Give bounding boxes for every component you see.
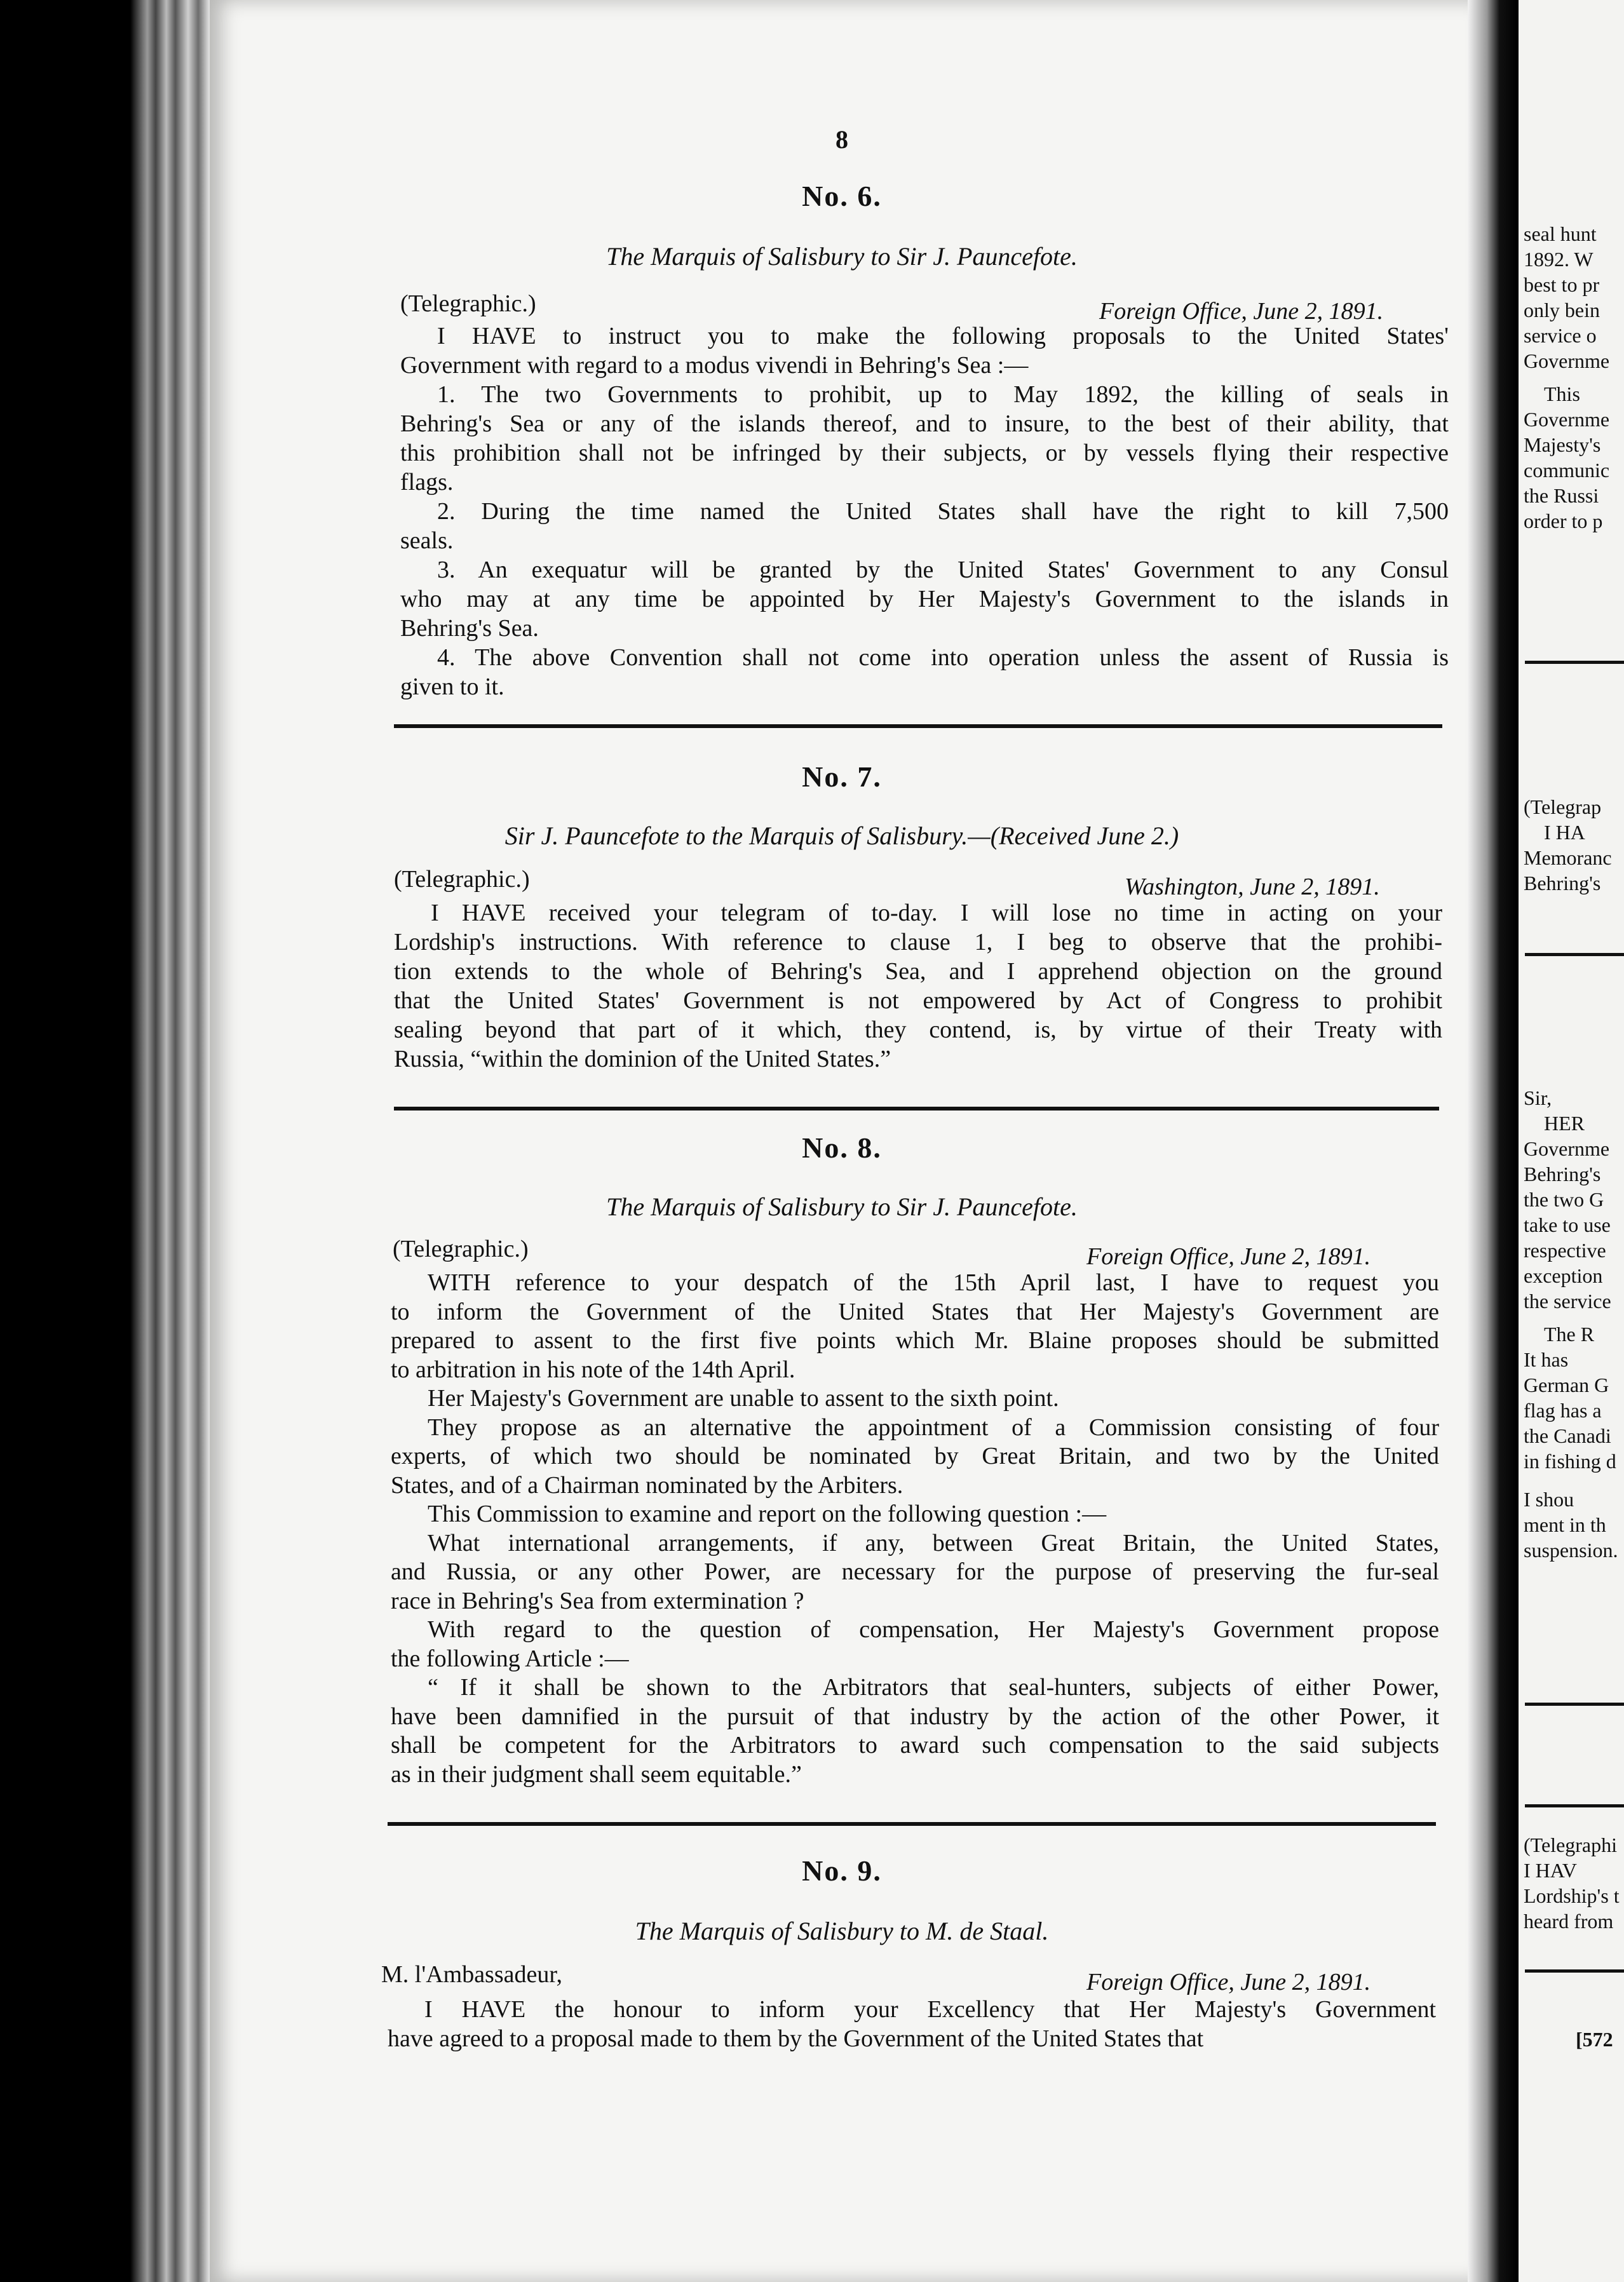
doc-heading-9: The Marquis of Salisbury to M. de Staal. (635, 1917, 1049, 1945)
doc6-line: this prohibition shall not be infringed by their subjects, or by vessels flying their respective (400, 440, 1449, 466)
doc6-line: 2. During the time named the United States shall have the right to kill 7,500 (437, 498, 1449, 525)
adjacent-page-text: exception (1524, 1264, 1603, 1287)
adjacent-page-text: only bein (1524, 299, 1600, 321)
telegraphic-label-6: (Telegraphic.) (400, 290, 536, 317)
adjacent-page-text: Governme (1524, 1137, 1610, 1160)
adjacent-page-divider (1525, 1969, 1624, 1973)
adjacent-page-fragment (1519, 0, 1624, 2282)
doc8-line: With regard to the question of compensation, Her Majesty's Government propose (428, 1616, 1439, 1643)
adjacent-page-text: 1892. W (1524, 248, 1594, 271)
doc7-line: Russia, “within the dominion of the United States.” (394, 1046, 891, 1072)
doc-number-6: No. 6. (802, 180, 882, 212)
doc6-line: I HAVE to instruct you to make the following proposals to the United States' (437, 323, 1449, 349)
adjacent-page-text: service o (1524, 324, 1597, 347)
adjacent-page-text: The R (1544, 1323, 1595, 1346)
doc6-line: Behring's Sea. (400, 615, 539, 642)
adjacent-page-text: Lordship's t (1524, 1884, 1620, 1907)
doc6-line: 4. The above Convention shall not come into operation unless the assent of Russia is (437, 644, 1449, 671)
doc8-line: States, and of a Chairman nominated by the Arbiters. (391, 1471, 903, 1499)
doc8-line: This Commission to examine and report on the following question :— (428, 1501, 1107, 1527)
adjacent-page-divider (1525, 1703, 1624, 1706)
doc8-line: “ If it shall be shown to the Arbitrators that seal-hunters, subjects of either Power, (428, 1674, 1439, 1701)
adjacent-page-text: HER (1544, 1112, 1585, 1135)
doc-heading-8: The Marquis of Salisbury to Sir J. Pauncefote. (606, 1192, 1078, 1221)
adjacent-page-text: the Russi (1524, 484, 1599, 507)
adjacent-page-text: It has (1524, 1348, 1569, 1371)
doc6-line: 3. An exequatur will be granted by the United States' Government to any Consul (437, 557, 1449, 583)
adjacent-page-text: best to pr (1524, 273, 1600, 296)
adjacent-page-text: in fishing d (1524, 1450, 1616, 1473)
adjacent-page-text: German G (1524, 1374, 1609, 1396)
adjacent-page-text: Majesty's (1524, 433, 1601, 456)
adjacent-page-text: seal hunt (1524, 222, 1597, 245)
doc8-line: as in their judgment shall seem equitable.” (391, 1760, 802, 1788)
adjacent-page-text: take to use (1524, 1213, 1611, 1236)
document-page (210, 0, 1474, 2282)
doc8-line: to arbitration in his note of the 14th April. (391, 1356, 795, 1383)
adjacent-page-text: [572 (1576, 2028, 1613, 2051)
dateline-6: Foreign Office, June 2, 1891. (1099, 298, 1384, 325)
doc8-line: They propose as an alternative the appointment of a Commission consisting of four (428, 1414, 1439, 1441)
doc-number-9: No. 9. (802, 1854, 882, 1887)
page-number: 8 (836, 125, 848, 154)
adjacent-page-divider (1525, 1804, 1624, 1807)
doc8-line: prepared to assent to the first five points which Mr. Blaine proposes should be submitted (391, 1327, 1439, 1354)
salutation-9: M. l'Ambassadeur, (381, 1961, 562, 1988)
adjacent-page-text: flag has a (1524, 1399, 1602, 1422)
doc8-line: experts, of which two should be nominated by Great Britain, and two by the United (391, 1443, 1439, 1469)
page-gutter (1468, 0, 1519, 2282)
doc6-line: Behring's Sea or any of the islands thereof, and to insure, to the best of their ability, that (400, 410, 1449, 437)
adjacent-page-text: heard from (1524, 1910, 1614, 1933)
doc-number-8: No. 8. (802, 1131, 882, 1164)
adjacent-page-text: Governme (1524, 349, 1610, 372)
doc7-line: tion extends to the whole of Behring's Sea, and I apprehend objection on the ground (394, 958, 1442, 985)
doc7-line: Lordship's instructions. With reference to clause 1, I beg to observe that the prohibi- (394, 929, 1442, 955)
doc9-line: have agreed to a proposal made to them by the Government of the United States that (388, 2025, 1204, 2052)
adjacent-page-text: respective (1524, 1239, 1606, 1262)
adjacent-page-divider (1525, 661, 1624, 664)
adjacent-page-text: Governme (1524, 408, 1610, 431)
adjacent-page-text: order to p (1524, 510, 1603, 532)
adjacent-page-text: the Canadi (1524, 1424, 1611, 1447)
book-spine (0, 0, 210, 2282)
divider-7 (394, 1107, 1439, 1111)
doc8-line: What international arrangements, if any, between Great Britain, the United States, (428, 1529, 1439, 1556)
adjacent-page-text: Sir, (1524, 1086, 1552, 1109)
doc-number-7: No. 7. (802, 760, 882, 793)
doc8-line: the following Article :— (391, 1645, 629, 1672)
adjacent-page-text: I HA (1544, 821, 1585, 844)
doc9-line: I HAVE the honour to inform your Excellency that Her Majesty's Government (424, 1996, 1436, 2023)
divider-8 (388, 1822, 1436, 1826)
doc6-line: flags. (400, 469, 454, 496)
adjacent-page-text: I HAV (1524, 1859, 1577, 1882)
doc-heading-6: The Marquis of Salisbury to Sir J. Pauncefote. (606, 242, 1078, 271)
divider-6 (394, 724, 1442, 728)
adjacent-page-divider (1525, 953, 1624, 956)
doc8-line: shall be competent for the Arbitrators to award such compensation to the said subjects (391, 1732, 1439, 1759)
telegraphic-label-7: (Telegraphic.) (394, 866, 530, 893)
dateline-7: Washington, June 2, 1891. (1125, 874, 1380, 900)
dateline-9: Foreign Office, June 2, 1891. (1086, 1969, 1371, 1995)
telegraphic-label-8: (Telegraphic.) (393, 1236, 529, 1262)
doc6-line: seals. (400, 527, 454, 554)
doc7-line: that the United States' Government is not empowered by Act of Congress to prohibit (394, 987, 1442, 1014)
adjacent-page-text: I shou (1524, 1488, 1574, 1511)
doc8-line: to inform the Government of the United States that Her Majesty's Government are (391, 1298, 1439, 1325)
doc-heading-7: Sir J. Pauncefote to the Marquis of Salisbury.—(Received June 2.) (504, 821, 1179, 850)
adjacent-page-text: ment in th (1524, 1513, 1606, 1536)
adjacent-page-text: the two G (1524, 1188, 1604, 1211)
doc8-line: Her Majesty's Government are unable to assent to the sixth point. (428, 1385, 1059, 1412)
doc6-line: Government with regard to a modus vivendi in Behring's Sea :— (400, 352, 1029, 379)
adjacent-page-text: This (1544, 382, 1580, 405)
doc8-line: have been damnified in the pursuit of that industry by the action of the other Power, it (391, 1703, 1439, 1730)
adjacent-page-text: communic (1524, 459, 1610, 482)
adjacent-page-text: suspension. (1524, 1539, 1618, 1562)
doc8-line: race in Behring's Sea from extermination ? (391, 1587, 804, 1614)
adjacent-page-text: Memoranc (1524, 846, 1612, 869)
adjacent-page-text: Behring's (1524, 1163, 1601, 1185)
doc8-line: WITH reference to your despatch of the 15th April last, I have to request you (428, 1269, 1439, 1296)
adjacent-page-text: (Telegraphi (1524, 1833, 1618, 1856)
doc6-line: 1. The two Governments to prohibit, up to May 1892, the killing of seals in (437, 381, 1449, 408)
adjacent-page-text: (Telegrap (1524, 795, 1602, 818)
adjacent-page-text: the service (1524, 1290, 1611, 1313)
doc6-line: who may at any time be appointed by Her Majesty's Government to the islands in (400, 586, 1449, 612)
adjacent-page-text: Behring's (1524, 872, 1601, 895)
doc8-line: and Russia, or any other Power, are necessary for the purpose of preserving the fur-seal (391, 1558, 1439, 1585)
doc7-line: sealing beyond that part of it which, they contend, is, by virtue of their Treaty with (394, 1016, 1442, 1043)
doc7-line: I HAVE received your telegram of to-day. I will lose no time in acting on your (431, 900, 1442, 926)
doc6-line: given to it. (400, 673, 504, 700)
dateline-8: Foreign Office, June 2, 1891. (1086, 1243, 1371, 1270)
